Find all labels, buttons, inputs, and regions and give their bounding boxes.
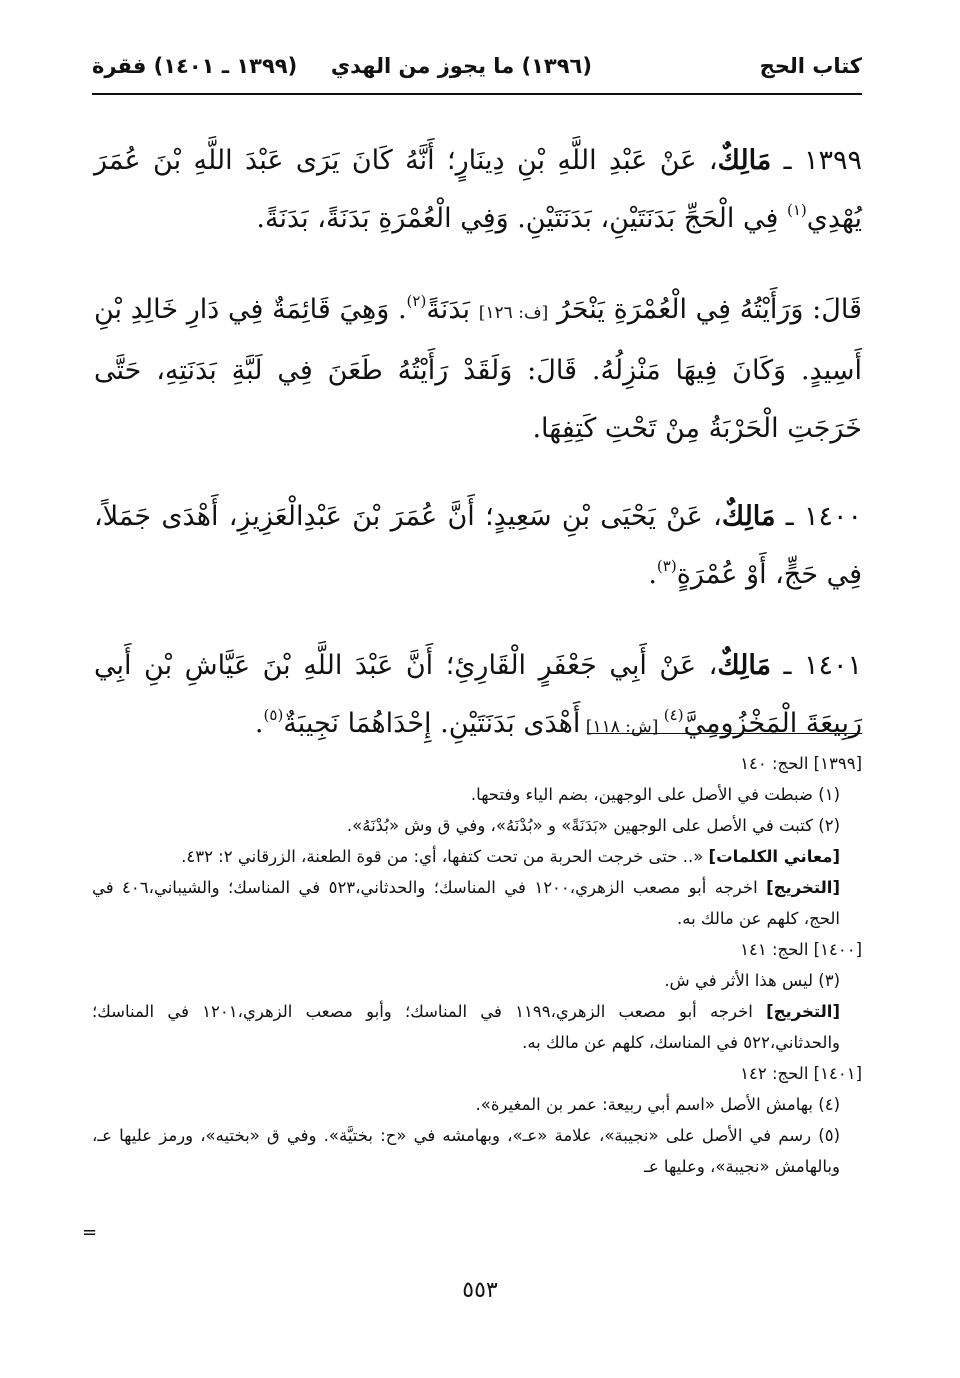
footnote-5: (٥) رسم في الأصل على «نجيبة»، علامة «عـ»، وبهامشه في «ح: بختيَّة». وفي ق «بختيه»، ورمز عليها عـ، وبالهامش «نجيبة»، وعليها عـ (92, 1126, 840, 1176)
footnote-marker: (٣) (656, 557, 677, 575)
continuation-mark: = (82, 1222, 98, 1243)
footnote-3: (٣) ليس هذا الأثر في ش. (664, 971, 840, 990)
paragraph-text: ، عَنْ عَبْدِ اللَّهِ بْنِ دِينَارٍ؛ أَنَّهُ كَانَ يَرَى عَبْدَ اللَّهِ بْنَ عُمَرَ يُهْدِي (94, 145, 862, 234)
paragraph-text: . (648, 559, 657, 590)
footnote-marker: (١) (786, 201, 807, 219)
paragraph-number: ١٣٩٩ ـ (771, 145, 862, 176)
manuscript-reference: [ف: ١٢٦] (478, 303, 549, 323)
footnote-heading-1399: [١٣٩٩] الحج: ١٤٠ (740, 754, 862, 773)
paragraph-text: بَدَنَةً (426, 294, 479, 325)
paragraph-text: فِي الْحَجِّ بَدَنَتَيْنِ، بَدَنَتَيْنِ. وَفِي الْعُمْرَةِ بَدَنَةً، بَدَنَةً. (256, 203, 787, 234)
paragraph-text: ، عَنْ يَحْيَى بْنِ سَعِيدٍ؛ أَنَّ عُمَرَ بْنَ عَبْدِالْعَزِيزِ، أَهْدَى جَمَلاً، فِي حَجٍّ، أَوْ عُمْرَةٍ (94, 501, 862, 590)
paragraph-1400 (94, 488, 862, 607)
footnote-2: (٢) كتبت في الأصل على الوجهين «بَدَنَةً» و «بُدْنَهُ»، وفي ق وش «بُدْنَهُ». (346, 816, 840, 835)
takhrij-text: اخرجه أبو مصعب الزهري،١١٩٩ في المناسك؛ وأبو مصعب الزهري،١٢٠١ في المناسك؛ والحدثاني،٥٢٢ في المناسك، كلهم عن مالك به. (92, 1002, 840, 1052)
paragraph-text: . (254, 708, 264, 739)
main-text (94, 132, 862, 780)
header-book-title: كتاب الحج (759, 54, 862, 78)
running-header (92, 46, 862, 86)
paragraph-number: ١٤٠١ ـ (771, 650, 862, 681)
word-meanings-text: «.. حتى خرجت الحربة من تحت كتفها، أي: من قوة الطعنة، الزرقاني ٢: ٤٣٢. (181, 847, 709, 866)
takhrij-label: [التخريج] (766, 1002, 840, 1021)
footnote-4: (٤) بهامش الأصل «اسم أبي ربيعة: عمر بن المغيرة». (475, 1095, 840, 1114)
takhrij-text: اخرجه أبو مصعب الزهري،١٢٠٠ في المناسك؛ والحدثاني،٥٢٣ في المناسك؛ والشيباني،٤٠٦ في الحج، كلهم عن مالك به. (92, 878, 840, 928)
paragraph-text: قَالَ: وَرَأَيْتُهُ فِي الْعُمْرَةِ يَنْحَرُ (548, 294, 862, 325)
paragraph-text: أَهْدَى بَدَنَتَيْنِ. إِحْدَاهُمَا نَجِيبَةٌ (283, 708, 581, 739)
word-meanings-label: [معاني الكلمات] (708, 847, 840, 866)
header-chapter-title: (١٣٩٦) ما يجوز من الهدي (330, 54, 592, 78)
footnote-marker: (٥) (263, 706, 284, 724)
paragraph-number: ١٤٠٠ ـ (775, 501, 862, 532)
page-number: ٥٥٣ (462, 1278, 498, 1303)
footnote-marker: (٢) (406, 292, 427, 310)
narrator-name: مَالِكٌ (717, 145, 772, 176)
paragraph-text: . وَهِيَ قَائِمَةٌ فِي دَارِ خَالِدِ بْنِ أَسِيدٍ. وَكَانَ فِيهَا مَنْزِلُهُ. قَالَ: وَلَقَدْ رَأَيْتُهُ طَعَنَ فِي لَبَّةِ بَدَنَتِهِ، حَتَّى خَرَجَتِ الْحَرْبَةُ مِنْ تَحْتِ كَتِفِهَا. (94, 294, 862, 444)
narrator-name: مَالِكٌ (721, 501, 776, 532)
footnote-divider (587, 733, 862, 734)
manuscript-reference: [ش: ١١٨] (580, 717, 664, 737)
paragraph-1399 (94, 132, 862, 251)
footnotes (92, 748, 862, 1182)
paragraph-text: ، عَنْ أَبِي جَعْفَرٍ الْقَارِئِ؛ أَنَّ عَبْدَ اللَّهِ بْنَ عَيَّاشِ بْنِ أَبِي رَبِيعَةَ الْمَخْزُومِيَّ (94, 650, 862, 739)
takhrij-note-1399 (92, 872, 862, 934)
footnote-heading-1400: [١٤٠٠] الحج: ١٤١ (740, 940, 862, 959)
paragraph-1399-continued (94, 281, 862, 458)
header-divider (92, 93, 862, 95)
paragraph-1401 (94, 637, 862, 756)
footnote-heading-1401: [١٤٠١] الحج: ١٤٢ (740, 1064, 862, 1083)
footnote-marker: (٤) (663, 706, 684, 724)
takhrij-label: [التخريج] (766, 878, 841, 897)
takhrij-note-1400 (92, 996, 862, 1058)
footnote-1: (١) ضبطت في الأصل على الوجهين، بضم الياء وفتحها. (470, 785, 840, 804)
header-paragraph-range: (١٣٩٩ ـ ١٤٠١) فقرة (92, 54, 298, 78)
word-meanings-note (92, 841, 862, 872)
narrator-name: مَالِكٌ (717, 650, 772, 681)
